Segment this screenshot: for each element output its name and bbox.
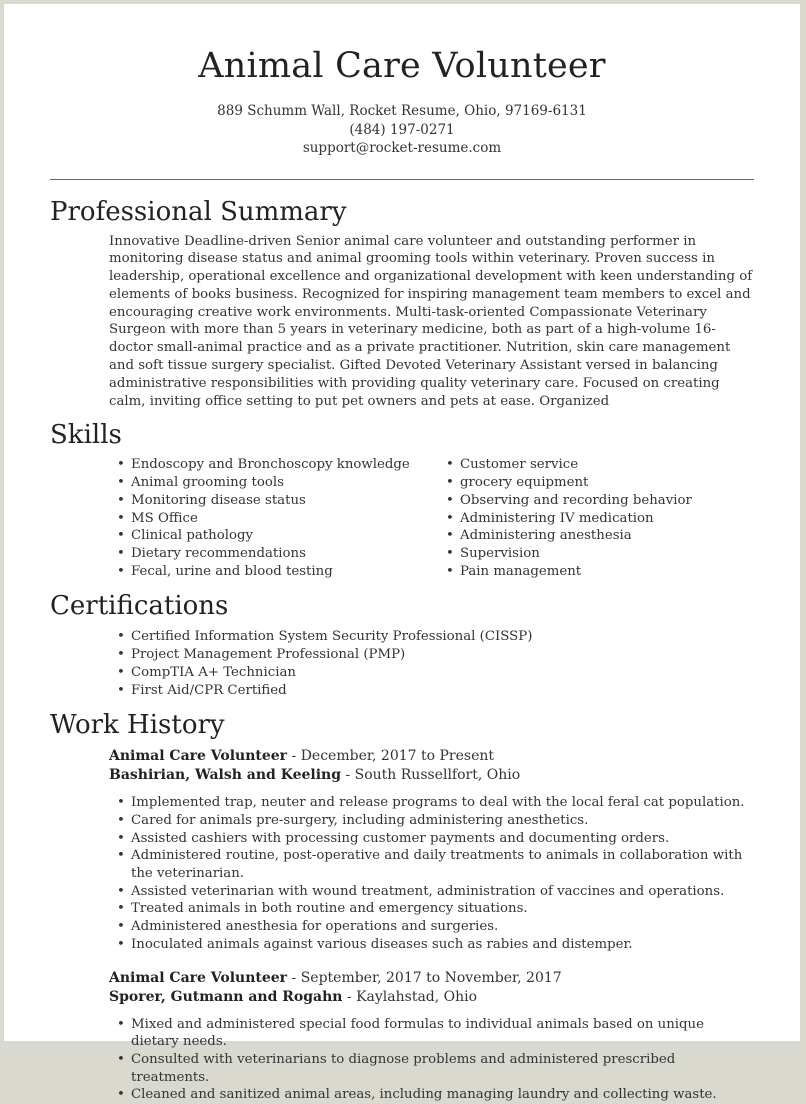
summary-title: Professional Summary [50,196,347,227]
certifications-title: Certifications [50,591,229,622]
header-divider [50,179,754,180]
skill-item: • grocery equipment [460,474,789,492]
certifications-section [4,589,800,699]
skill-item: • Supervision [460,545,789,563]
certification-item: • First Aid/CPR Certified [131,682,800,700]
job-dates: - December, 2017 to Present [287,748,494,765]
duty-item: • Treated animals in both routine and emergency situations. [131,900,754,918]
summary-text: Innovative Deadline-driven Senior animal care volunteer and outstanding performer in monitoring disease status and animal grooming tools within veterinary. Proven success in leadership, operational excellence and organizational development with keen understanding of elements of books business. Recognized for inspiring management team members to excel and encouraging creative work environments. Multi-task-oriented Compassionate Veterinary Surgeon with more than 5 years in veterinary medicine, both as part of a high-volume 16-doctor small-animal practice and as a private practitioner. Nutrition, skin care management and soft tissue surgery specialist. Gifted Devoted Veterinary Assistant versed in balancing administrative responsibilities with providing quality veterinary care. Focused on creating calm, inviting office setting to put pet owners and pets at ease. Organized [109,233,753,409]
certification-item: • Project Management Professional (PMP) [131,646,800,664]
skills-left-list [131,456,460,580]
job-dates: - September, 2017 to November, 2017 [287,969,562,986]
contact-phone: (484) 197-0271 [349,121,455,138]
duty-item: • Mixed and administered special food formulas to individual animals based on unique dietary needs. [131,1016,754,1051]
skill-item: • Pain management [460,563,789,581]
skills-columns [131,456,800,580]
job-duties-list [131,1016,754,1104]
skill-item: • Administering IV medication [460,510,789,528]
skill-item: • Observing and recording behavior [460,492,789,510]
job-entry [109,747,800,785]
duty-item: • Administered routine, post-operative and daily treatments to animals in collaboration with the veterinarian. [131,847,754,882]
resume-header [4,4,800,158]
contact-address: 889 Schumm Wall, Rocket Resume, Ohio, 97169-6131 [217,103,587,119]
job-company-line [109,988,800,1007]
candidate-name: Animal Care Volunteer [198,46,606,86]
contact-email: support@rocket-resume.com [302,140,502,156]
certification-item: • CompTIA A+ Technician [131,664,800,682]
resume-page [4,4,800,1103]
job-company: Sporer, Gutmann and Rogahn [109,988,343,1005]
duty-item: • Consulted with veterinarians to diagnose problems and administered prescribed treatments. [131,1051,754,1086]
skill-item: • Animal grooming tools [131,474,460,492]
duty-item: • Assisted cashiers with processing customer payments and documenting orders. [131,830,754,848]
job-company-line [109,766,800,785]
skill-item: • Dietary recommendations [131,545,460,563]
job-role: Animal Care Volunteer [109,969,288,986]
certifications-list [131,628,800,699]
job-role-line [109,747,800,766]
job-role-line [109,969,800,988]
job-duties-list [131,794,754,953]
skill-item: • Administering anesthesia [460,527,789,545]
skill-item: • Clinical pathology [131,527,460,545]
duty-item: • Implemented trap, neuter and release programs to deal with the local feral cat population. [131,794,754,812]
duty-item: • Assisted veterinarian with wound treatment, administration of vaccines and operations. [131,883,754,901]
summary-section [4,195,800,411]
job-entry [109,969,800,1007]
skills-section [4,418,800,580]
skills-title: Skills [50,420,122,451]
duty-item: • Inoculated animals against various diseases such as rabies and distemper. [131,936,754,954]
certification-item: • Certified Information System Security Professional (CISSP) [131,628,800,646]
skill-item: • Customer service [460,456,789,474]
job-role: Animal Care Volunteer [109,748,288,765]
skills-right-list [460,456,789,580]
duty-item: • Administered anesthesia for operations and surgeries. [131,918,754,936]
skill-item: • MS Office [131,510,460,528]
job-location: - South Russellfort, Ohio [341,767,521,784]
duty-item: • Cleaned and sanitized animal areas, including managing laundry and collecting waste. [131,1086,754,1104]
skill-item: • Endoscopy and Bronchoscopy knowledge [131,456,460,474]
skill-item: • Monitoring disease status [131,492,460,510]
skill-item: • Fecal, urine and blood testing [131,563,460,581]
duty-item: • Cared for animals pre-surgery, including administering anesthetics. [131,812,754,830]
job-location: - Kaylahstad, Ohio [342,988,478,1005]
job-company: Bashirian, Walsh and Keeling [109,767,341,784]
work-history-section [4,708,800,1104]
work-history-title: Work History [50,710,225,741]
